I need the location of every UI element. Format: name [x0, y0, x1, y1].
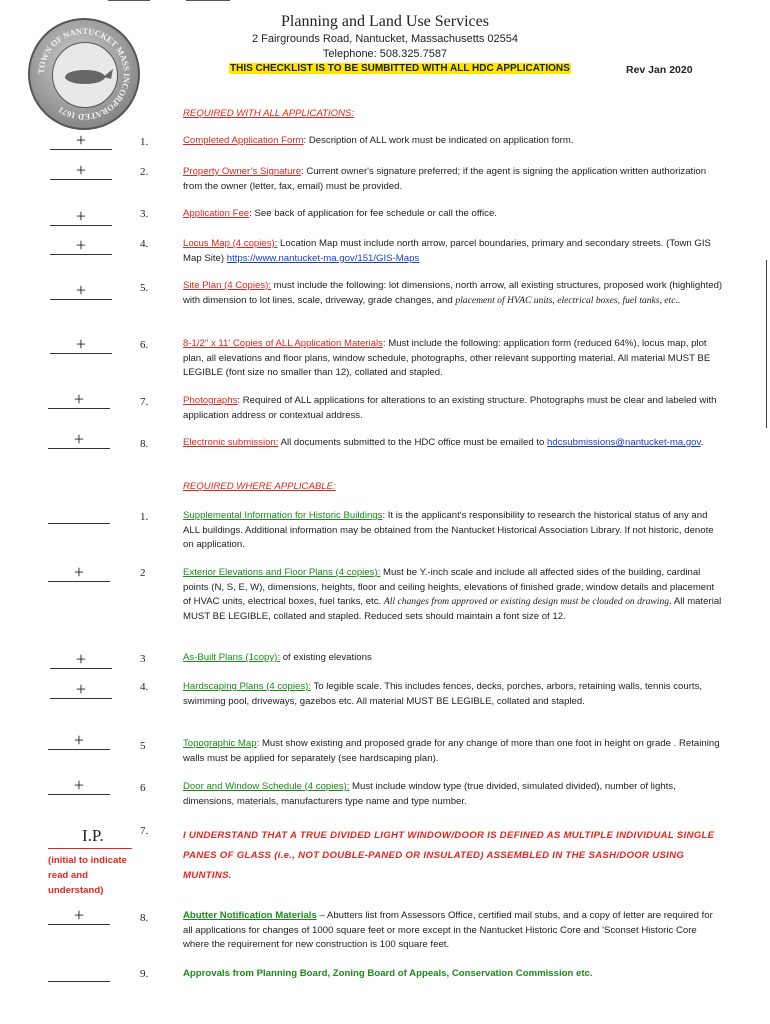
- page-title: Planning and Land Use Services: [281, 13, 489, 30]
- list-item: [183, 680, 723, 709]
- checkbox-mark[interactable]: +: [50, 680, 112, 699]
- item-text: – Abutters list from Assessors Office, certified mail stubs, and a copy of letter are required for all applications for changes of 1000 square feet or more except in the Nantucket Historic Core and 'Sconset Historic Core where the requirement for new construction is 100 square feet.: [183, 910, 713, 950]
- item-title: Supplemental Information for Historic Buildings: [183, 510, 383, 521]
- list-item: [183, 909, 723, 953]
- muntins-statement: I UNDERSTAND THAT A TRUE DIVIDED LIGHT WINDOW/DOOR IS DEFINED AS MULTIPLE INDIVIDUAL SINGLE PANES OF GLASS (i.e., NOT DOUBLE-PANED OR INSULATED) ASSEMBLED IN THE SASH/DOOR USING MUNTINS.: [183, 830, 715, 881]
- list-item: [183, 237, 723, 266]
- checkbox-mark[interactable]: +: [48, 430, 110, 449]
- item-number: 1.: [140, 136, 149, 148]
- checkbox-mark[interactable]: +: [50, 335, 112, 354]
- item-title: Door and Window Schedule (4 copies):: [183, 781, 350, 792]
- item-tail: .: [700, 437, 704, 448]
- list-item: [183, 207, 723, 222]
- item-text: : It is the applicant's responsibility to research the historical status of any and ALL buildings. Additional information may be obtained from the Nantucket Historical Association Library. If not historic, denote on application.: [183, 510, 714, 550]
- item-text: : Current owner's signature preferred; if the agent is signing the application written authorization from the owner (letter, fax, email) must be provided.: [183, 166, 707, 192]
- item-number: 6.: [140, 339, 149, 351]
- town-seal-logo: [28, 18, 140, 130]
- item-number: 6: [140, 782, 146, 794]
- item-title: Application Fee: [183, 208, 250, 219]
- list-item: [183, 279, 723, 308]
- initials-value[interactable]: I.P.: [82, 826, 104, 845]
- item-title: Topographic Map: [183, 738, 257, 749]
- top-rule-right: [186, 0, 230, 1]
- seal-text: TOWN OF NANTUCKET MASS INCORPORATED 1671: [35, 25, 133, 123]
- item-number: 5: [140, 740, 146, 752]
- item-number: 2: [140, 567, 146, 579]
- revision-date: Rev Jan 2020: [626, 64, 693, 76]
- item-title: As-Built Plans (1copy):: [183, 652, 281, 663]
- checkbox-mark[interactable]: +: [50, 281, 112, 300]
- initials-line: [48, 848, 132, 849]
- checkbox-mark[interactable]: +: [48, 906, 110, 925]
- item-number: 8.: [140, 438, 149, 450]
- item-number: 3: [140, 653, 146, 665]
- initials-instruction: (initial to indicate read and understand): [48, 855, 127, 896]
- item-title: Photographs: [183, 395, 238, 406]
- item-text: Must be Y.-inch scale and include all affected sides of the building, cardinal points (N, S, E, W), dimensions, heights, floor and ceiling heights, elevations of finished grade, window details and placement of HVAC units, electrical boxes, fuel tanks, etc.: [183, 567, 715, 607]
- item-number: 9.: [140, 968, 149, 980]
- list-item: Approvals from Planning Board, Zoning Board of Appeals, Conservation Commission etc.: [183, 968, 593, 979]
- checkbox-mark[interactable]: +: [50, 207, 112, 226]
- item-title: Hardscaping Plans (4 copies):: [183, 681, 311, 692]
- section-required-all: REQUIRED WITH ALL APPLICATIONS:: [183, 108, 355, 119]
- item-number: 8.: [140, 912, 149, 924]
- item-number: 4.: [140, 238, 149, 250]
- gis-map-link[interactable]: https://www.nantucket-ma.gov/151/GIS-Maps: [226, 252, 420, 264]
- list-item: [183, 436, 723, 451]
- item-number: 7.: [140, 396, 149, 408]
- checkbox-mark[interactable]: [48, 963, 110, 982]
- item-number: 4.: [140, 681, 149, 693]
- item-text: : Required of ALL applications for alterations to an existing structure. Photographs must be clear and labeled with application address or contextual address.: [183, 395, 717, 421]
- office-address: 2 Fairgrounds Road, Nantucket, Massachusetts 02554: [252, 33, 518, 45]
- item-title: Site Plan (4 Copies):: [183, 280, 271, 291]
- item-number: 1.: [140, 511, 149, 523]
- item-text: All documents submitted to the HDC office must be emailed to: [278, 437, 548, 448]
- checkbox-mark[interactable]: +: [48, 731, 110, 750]
- item-title: Property Owner’s Signature: [183, 166, 302, 177]
- checkbox-mark[interactable]: [48, 505, 110, 524]
- item-italic-note: All changes from approved or existing design must be clouded on drawing: [383, 596, 670, 607]
- checkbox-mark[interactable]: +: [50, 131, 112, 150]
- item-text: : Description of ALL work must be indicated on application form.: [303, 135, 574, 146]
- margin-mark: [766, 260, 767, 428]
- item-title: 8-1/2" x 11' Copies of ALL Application Materials: [183, 338, 383, 349]
- item-title: Exterior Elevations and Floor Plans (4 copies):: [183, 567, 381, 578]
- checkbox-mark[interactable]: +: [48, 776, 110, 795]
- submission-notice: THIS CHECKLIST IS TO BE SUMBITTED WITH ALL HDC APPLICATIONS: [230, 63, 570, 74]
- list-item: [183, 394, 723, 423]
- item-text: of existing elevations: [280, 652, 372, 663]
- checkbox-mark[interactable]: +: [50, 236, 112, 255]
- checkbox-mark[interactable]: +: [50, 650, 112, 669]
- checkbox-mark[interactable]: +: [48, 563, 110, 582]
- item-text: Must include window type (true divided, simulated divided), number of lights, dimensions, materials, manufacturers type name and type number.: [183, 781, 676, 807]
- item-number: 7.: [140, 825, 149, 837]
- item-italic-note: placement of HVAC units, electrical boxes, fuel tanks, etc..: [455, 294, 681, 306]
- list-item: [183, 566, 723, 624]
- item-text: : See back of application for fee schedule or call the office.: [249, 208, 497, 219]
- item-number: 5.: [140, 282, 149, 294]
- whale-emblem: [52, 42, 118, 108]
- hdc-email-link[interactable]: hdcsubmissions@nantucket-ma.gov: [547, 437, 701, 448]
- item-text: Location Map must include north arrow, parcel boundaries, primary and secondary streets. (Town GIS Map Site): [183, 238, 711, 264]
- item-text: : Must show existing and proposed grade for any change of more than one foot in height on grade . Retaining walls must be applied for separately (see hardscaping plan).: [183, 738, 720, 764]
- item-tail: . All material MUST BE LEGIBLE, collated and stapled. Reduced sets should maintain a font size of 12.: [183, 596, 722, 622]
- checkbox-mark[interactable]: +: [48, 390, 110, 409]
- list-item: [183, 780, 723, 809]
- item-number: 2.: [140, 166, 149, 178]
- item-number: 3.: [140, 208, 149, 220]
- item-title: Locus Map (4 copies):: [183, 238, 278, 249]
- item-text: must include the following: lot dimensions, north arrow, all existing structures, proposed work (highlighted) with dimension to lot lines, scale, driveway, grade changes, and: [183, 280, 723, 306]
- list-item: [183, 509, 723, 553]
- list-item: [183, 651, 723, 666]
- item-text: To legible scale. This includes fences, decks, porches, arbors, retaining walls, tennis courts, swimming pool, driveways, gazebos etc. All material MUST BE LEGIBLE, collated and stapled.: [183, 681, 703, 707]
- list-item: [183, 165, 723, 194]
- item-text: : Must include the following: application form (reduced 64%), locus map, plot plan, all elevations and floor plans, window schedule, photographs, other relevant supporting material. All material MUST BE LEGIBLE (font size no smaller than 12), collated and stapled.: [183, 338, 711, 378]
- item-title: Abutter Notification Materials: [183, 910, 317, 921]
- list-item: [183, 134, 723, 149]
- checkbox-mark[interactable]: +: [50, 161, 112, 180]
- top-rule-left: [108, 0, 150, 1]
- list-item: [183, 337, 723, 381]
- office-phone: Telephone: 508.325.7587: [322, 48, 448, 60]
- item-title: Completed Application Form: [183, 135, 304, 146]
- section-required-applicable: REQUIRED WHERE APPLICABLE:: [183, 481, 336, 492]
- list-item: [183, 737, 723, 766]
- item-title: Electronic submission:: [183, 437, 279, 448]
